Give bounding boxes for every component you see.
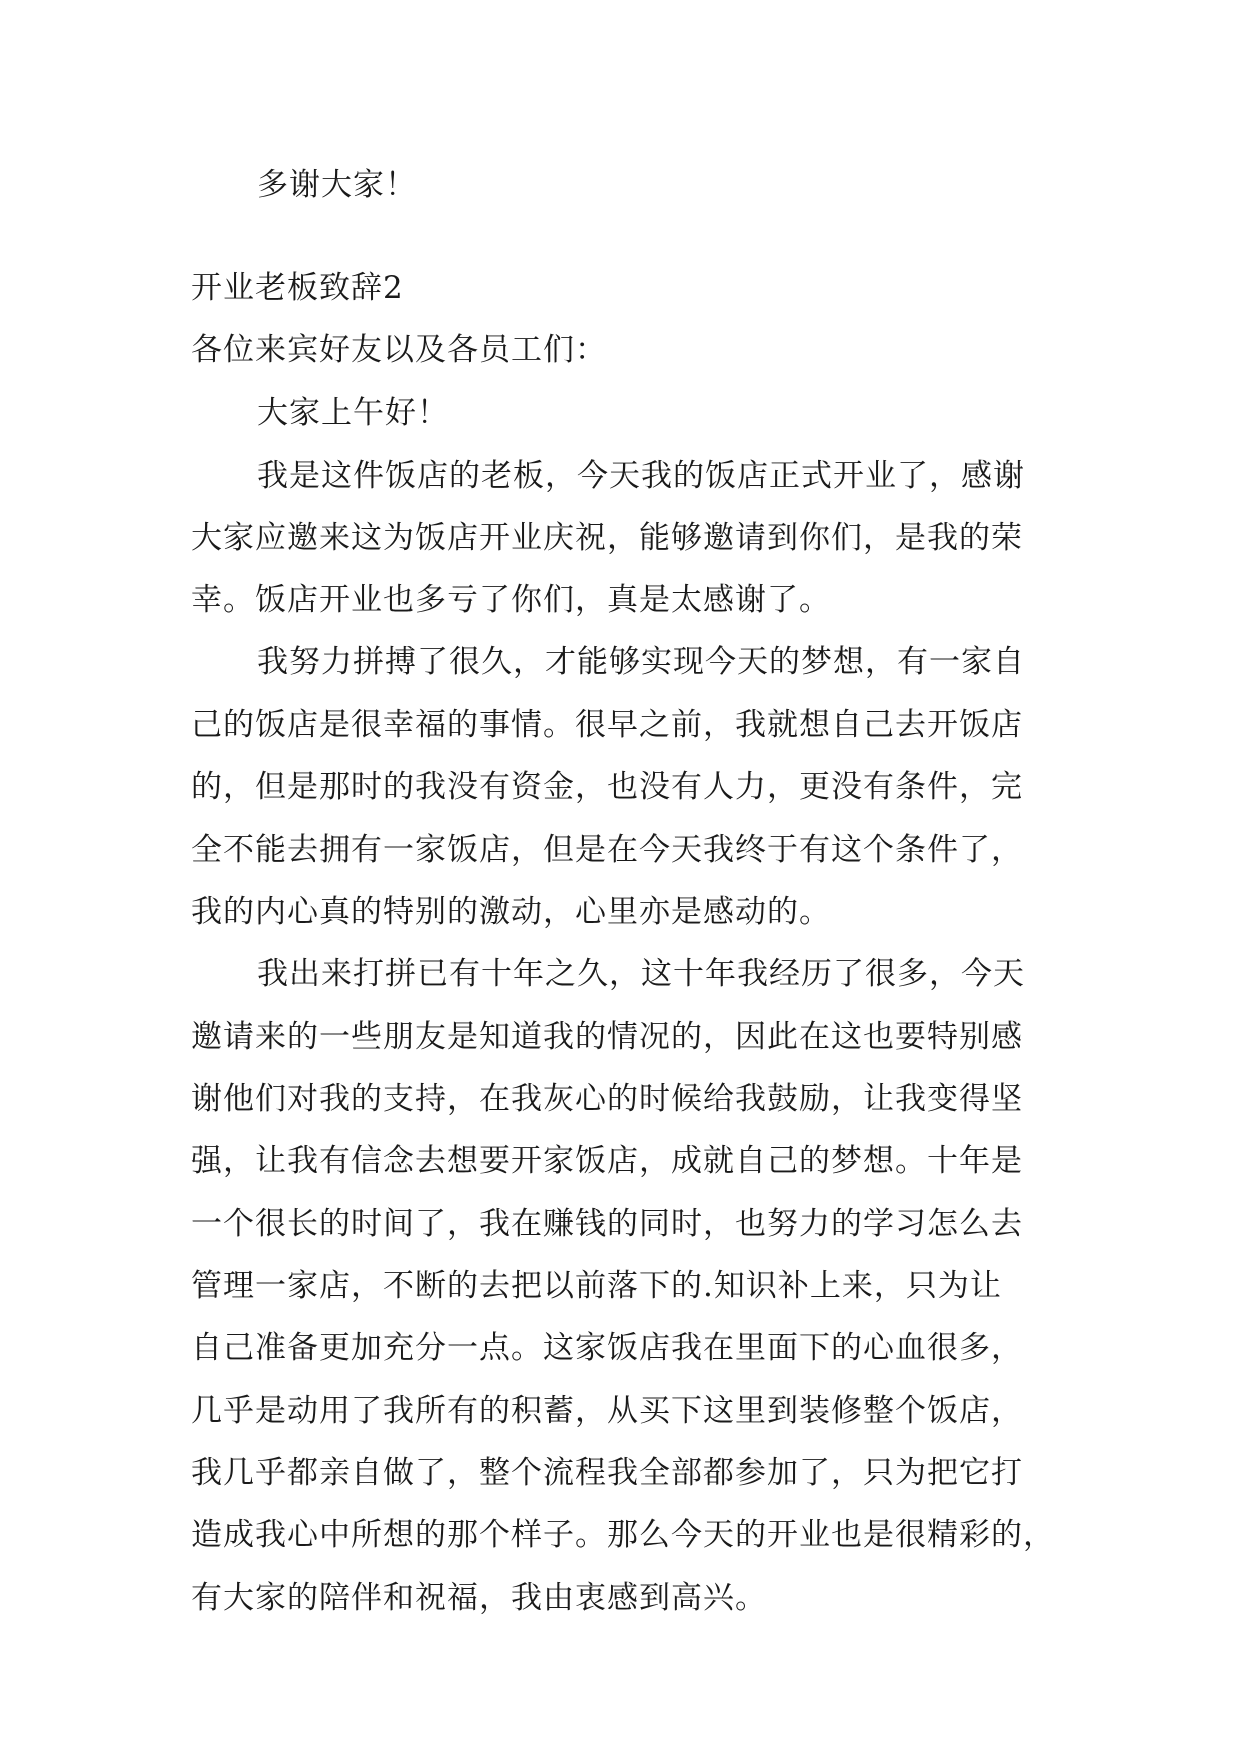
paragraph-1-line: 我是这件饭店的老板，今天我的饭店正式开业了，感谢 (257, 458, 1025, 494)
paragraph-3-line: 邀请来的一些朋友是知道我的情况的，因此在这也要特别感 (191, 1019, 1023, 1055)
paragraph-3-line: 管理一家店，不断的去把以前落下的.知识补上来，只为让 (191, 1268, 1002, 1304)
paragraph-3-line: 一个很长的时间了，我在赚钱的同时，也努力的学习怎么去 (191, 1206, 1023, 1242)
paragraph-3-line: 有大家的陪伴和祝福，我由衷感到高兴。 (191, 1580, 767, 1616)
paragraph-2-line: 己的饭店是很幸福的事情。很早之前，我就想自己去开饭店 (191, 707, 1023, 743)
paragraph-3-line: 谢他们对我的支持，在我灰心的时候给我鼓励，让我变得坚 (191, 1081, 1023, 1117)
section-heading: 开业老板致辞2 (191, 270, 404, 306)
paragraph-2-line: 我的内心真的特别的激动，心里亦是感动的。 (191, 894, 831, 930)
paragraph-3-line: 造成我心中所想的那个样子。那么今天的开业也是很精彩的， (191, 1517, 1055, 1553)
salutation: 各位来宾好友以及各员工们： (191, 332, 607, 368)
paragraph-2-line: 全不能去拥有一家饭店，但是在今天我终于有这个条件了， (191, 832, 1023, 868)
paragraph-3-line: 我出来打拼已有十年之久，这十年我经历了很多，今天 (257, 956, 1025, 992)
paragraph-3-line: 我几乎都亲自做了，整个流程我全部都参加了，只为把它打 (191, 1455, 1023, 1491)
paragraph-1-line: 大家应邀来这为饭店开业庆祝，能够邀请到你们，是我的荣 (191, 520, 1023, 556)
paragraph-3-line: 自己准备更加充分一点。这家饭店我在里面下的心血很多， (191, 1330, 1023, 1366)
paragraph-3-line: 强，让我有信念去想要开家饭店，成就自己的梦想。十年是 (191, 1143, 1023, 1179)
paragraph-3-line: 几乎是动用了我所有的积蓄，从买下这里到装修整个饭店， (191, 1393, 1023, 1429)
paragraph-1-line: 幸。饭店开业也多亏了你们，真是太感谢了。 (191, 582, 831, 618)
paragraph-2-line: 我努力拼搏了很久，才能够实现今天的梦想，有一家自 (257, 644, 1025, 680)
paragraph-2-line: 的，但是那时的我没有资金，也没有人力，更没有条件，完 (191, 769, 1023, 805)
closing-line: 多谢大家！ (257, 167, 417, 203)
greeting: 大家上午好！ (257, 395, 449, 431)
